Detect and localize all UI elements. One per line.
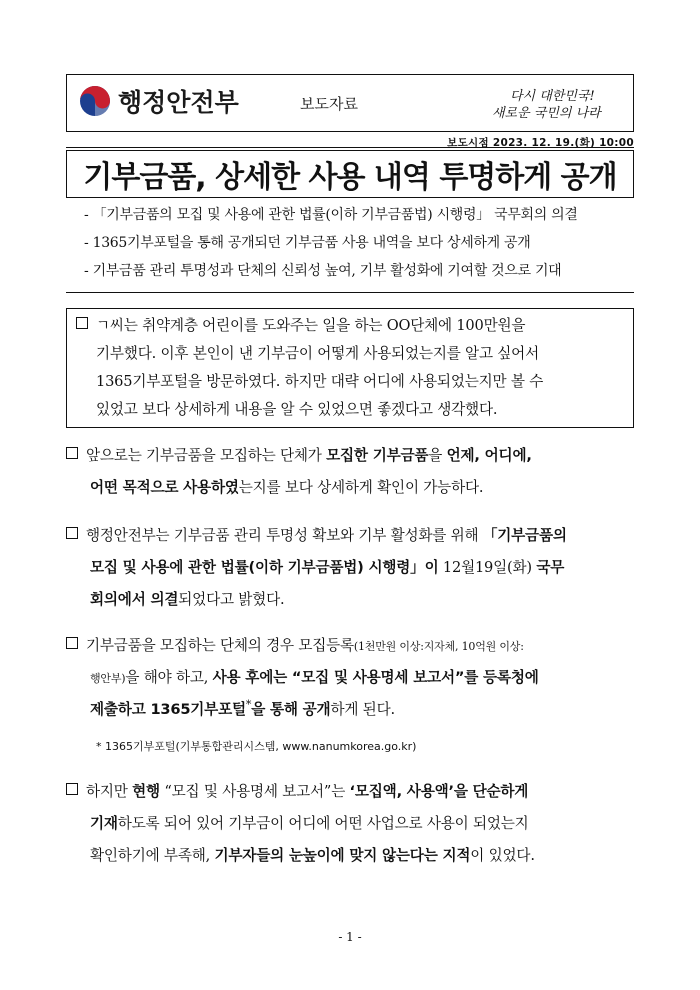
footnote: * 1365기부포털(기부통합관리시스템, www.nanumkorea.go.kr) bbox=[96, 740, 417, 753]
page-title: 기부금품, 상세한 사용 내역 투명하게 공개 bbox=[83, 160, 617, 195]
text-run: 하게 된다. bbox=[330, 701, 395, 718]
case-line: 기부했다. 이후 본인이 낸 기부금이 어떻게 사용되었는지를 알고 싶어서 bbox=[96, 345, 539, 362]
checkbox-icon bbox=[76, 317, 88, 329]
text-run: 을 bbox=[428, 447, 447, 464]
slogan-line1: 다시 대한민국! bbox=[510, 89, 595, 104]
bold-text: 현행 bbox=[132, 783, 160, 800]
ministry-logo bbox=[78, 83, 248, 119]
bold-text: 「기부금품의 bbox=[482, 527, 567, 544]
text-run: 하도록 되어 있어 기부금이 어디에 어떤 사업으로 사용이 되었는지 bbox=[117, 815, 529, 832]
slogan-line2: 새로운 국민의 나라 bbox=[492, 106, 601, 121]
checkbox-icon bbox=[66, 637, 78, 649]
bold-text: 기부자들의 눈높이에 맞지 않는다는 지적 bbox=[214, 847, 471, 864]
text-run: 하지만 bbox=[86, 783, 133, 800]
divider bbox=[66, 147, 634, 148]
divider bbox=[66, 292, 634, 293]
subtitle-list bbox=[84, 204, 624, 288]
text-run: 행안부) bbox=[90, 672, 126, 685]
text-run: “모집 및 사용명세 보고서”는 bbox=[159, 783, 350, 800]
bold-text: 기재 bbox=[90, 815, 118, 832]
text-run: 되었다고 밝혔다. bbox=[178, 591, 285, 608]
case-line: 1365기부포털을 방문하였다. 하지만 대략 어디에 사용되었는지만 볼 수 bbox=[96, 373, 544, 390]
slogan bbox=[480, 84, 630, 124]
checkbox-icon bbox=[66, 447, 78, 459]
bold-text: ‘모집액, 사용액’을 단순하게 bbox=[349, 783, 529, 800]
text-run: 행정안전부는 기부금품 관리 투명성 확보와 기부 활성화를 위해 bbox=[86, 527, 483, 544]
release-label: 보도자료 bbox=[300, 95, 358, 113]
ministry-name: 행정안전부 bbox=[118, 88, 239, 117]
checkbox-icon bbox=[66, 527, 78, 539]
case-line: ㄱ씨는 취약계층 어린이를 도와주는 일을 하는 OO단체에 100만원을 bbox=[96, 317, 526, 334]
subtitle-item: - 1365기부포털을 통해 공개되던 기부금품 사용 내역을 보다 상세하게 공개 bbox=[84, 235, 531, 251]
checkbox-icon bbox=[66, 783, 78, 795]
text-run: 확인하기에 부족해, bbox=[90, 847, 215, 864]
bold-text: 사용 후에는 “모집 및 사용명세 보고서”를 등록청에 bbox=[212, 669, 539, 686]
bold-text: 회의에서 의결 bbox=[90, 591, 179, 608]
text-run: 12월19일(화) bbox=[438, 559, 537, 576]
text-run: 기부금품을 모집하는 단체의 경우 모집등록 bbox=[86, 637, 354, 654]
text-run: (1천만원 이상:지자체, 10억원 이상: bbox=[353, 640, 524, 653]
embargo-time: 보도시점 2023. 12. 19.(화) 10:00 bbox=[447, 137, 634, 149]
bold-text: 어떤 목적으로 사용하였 bbox=[90, 479, 239, 496]
text-run: 앞으로는 기부금품을 모집하는 단체가 bbox=[86, 447, 327, 464]
footnote-marker: * bbox=[245, 698, 252, 712]
text-run: 을 해야 하고, bbox=[125, 669, 213, 686]
bold-text: 언제, 어디에, bbox=[446, 447, 532, 464]
title-box bbox=[66, 150, 634, 198]
subtitle-item: - 「기부금품의 모집 및 사용에 관한 법률(이하 기부금품법) 시행령」 국무회의 의결 bbox=[84, 207, 578, 223]
case-line: 있었고 보다 상세하게 내용을 알 수 있었으면 좋겠다고 생각했다. bbox=[96, 401, 498, 418]
text-run: 는지를 보다 상세하게 확인이 가능하다. bbox=[238, 479, 484, 496]
bold-text: 을 통해 공개 bbox=[251, 701, 331, 718]
bold-text: 모집한 기부금품 bbox=[326, 447, 429, 464]
text-run: 이 있었다. bbox=[470, 847, 535, 864]
bold-text: 모집 및 사용에 관한 법률(이하 기부금품법) 시행령」이 bbox=[90, 559, 439, 576]
page-number: - 1 - bbox=[338, 930, 362, 944]
bold-text: 국무 bbox=[536, 559, 565, 576]
bold-text: 제출하고 1365기부포털 bbox=[90, 701, 246, 718]
taegeuk-emblem-icon bbox=[78, 84, 112, 118]
subtitle-item: - 기부금품 관리 투명성과 단체의 신뢰성 높여, 기부 활성화에 기여할 것으로 기대 bbox=[84, 263, 562, 279]
